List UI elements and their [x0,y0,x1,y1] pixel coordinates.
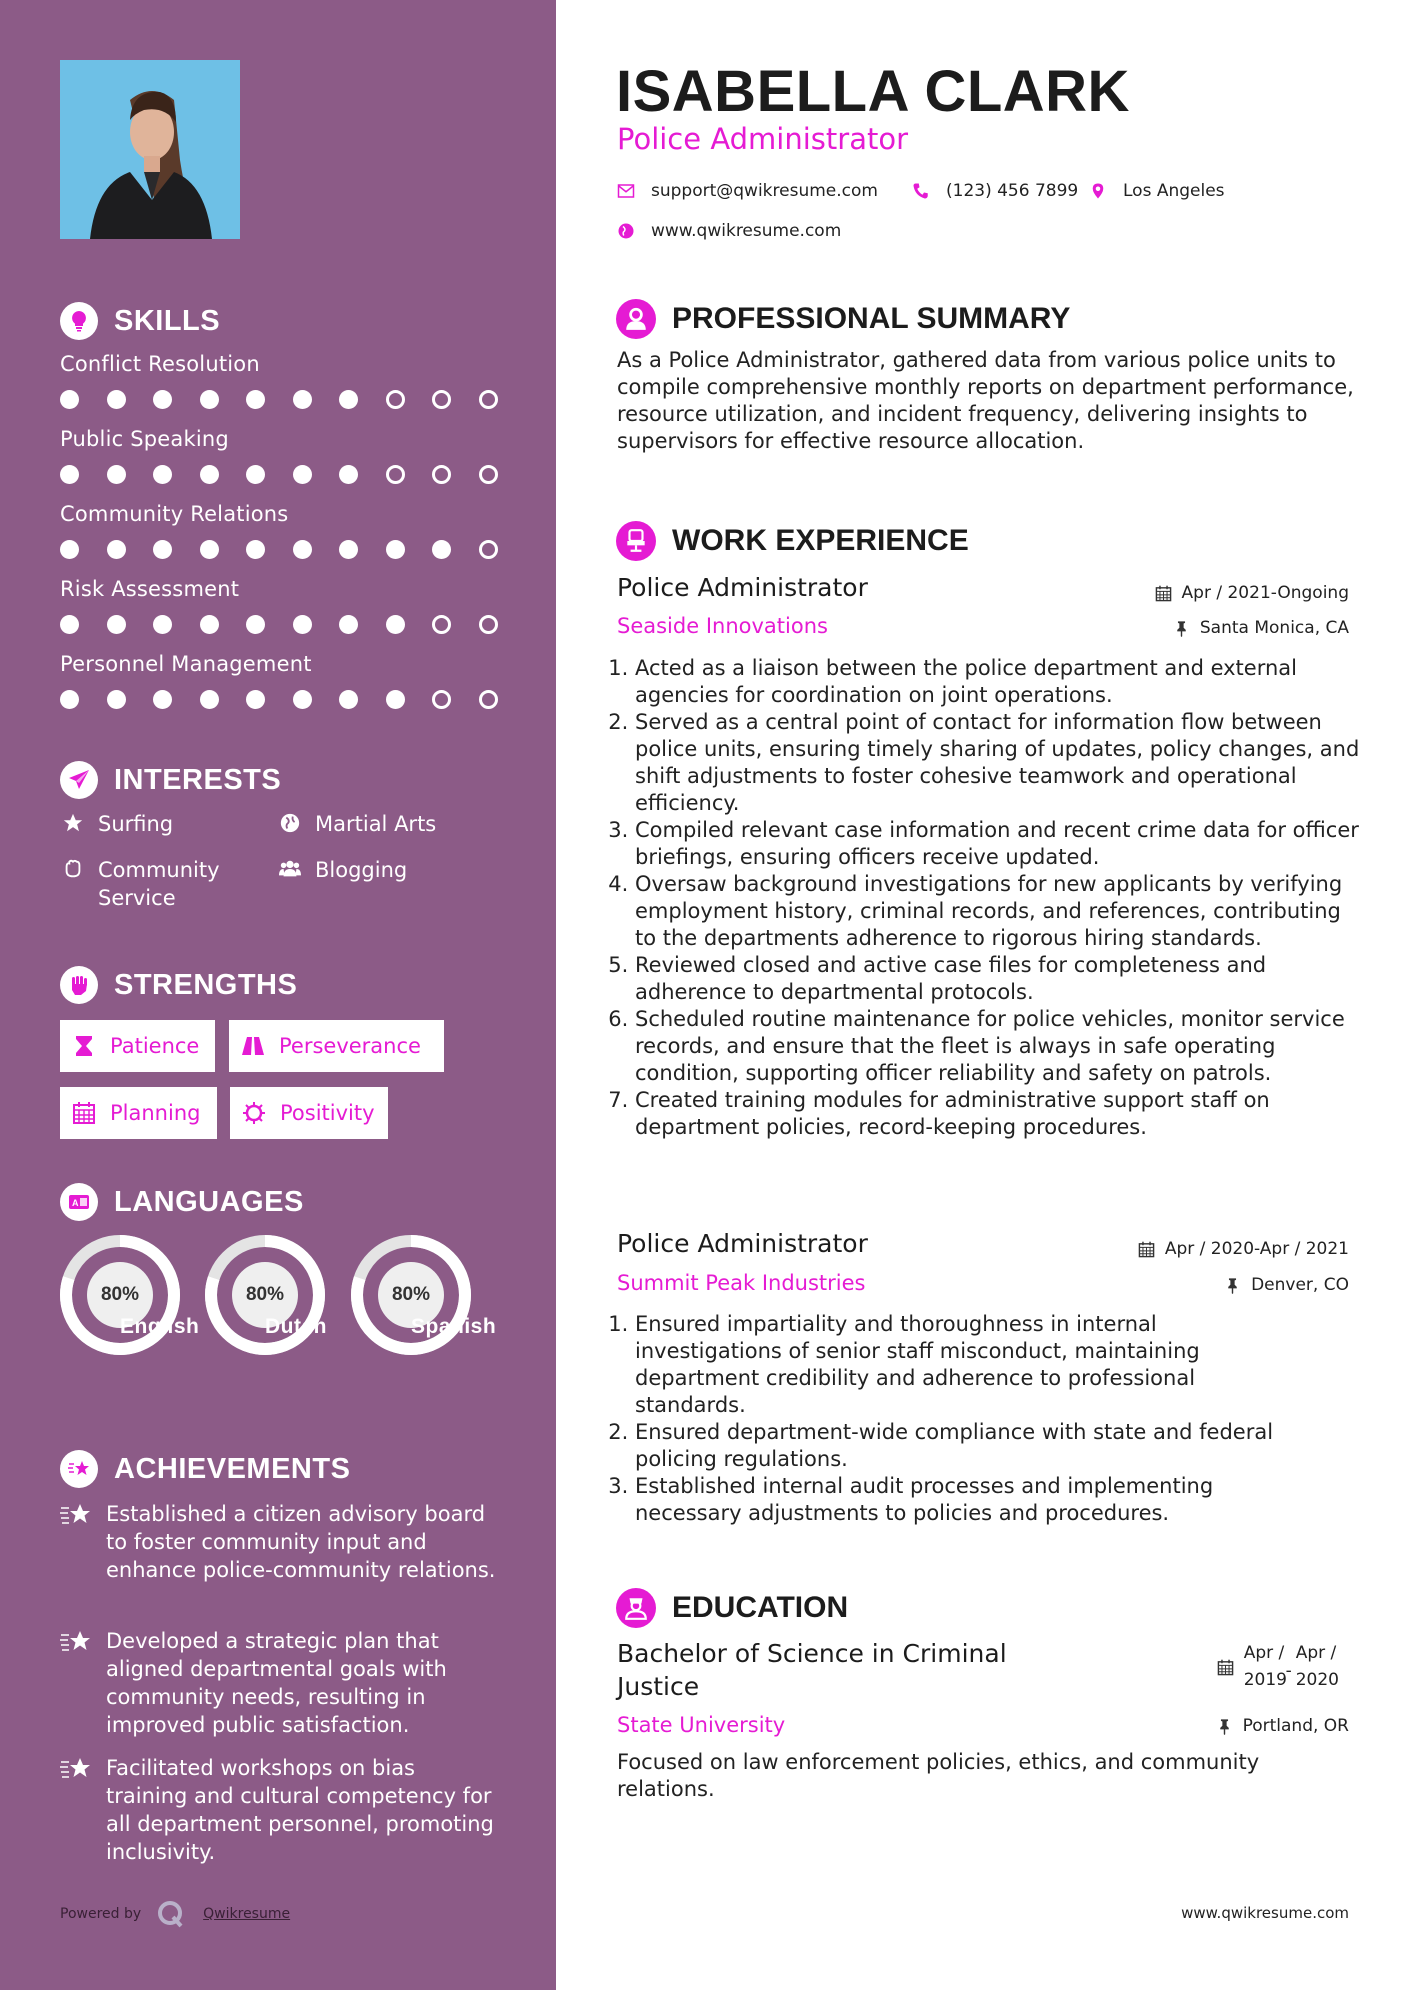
rating-dot-filled [293,540,312,559]
rating-dot-filled [60,465,79,484]
job-location [1224,1275,1349,1295]
shooting-star-icon [60,1502,94,1584]
rating-dot-filled [339,390,358,409]
rating-dot-filled [339,540,358,559]
contact-website[interactable] [617,221,841,241]
job-bullet: 2. Ensured department-wide compliance with state and federal policing regulations. [635,1419,1307,1473]
skill-rating [60,690,500,709]
rating-dot-empty [479,390,498,409]
language-percent: 80% [245,1284,285,1305]
job-bullet: 2. Served as a central point of contact for information flow between police units, ensuring timely sharing of updates, policy changes, and shift adjustments to foster cohesive teamwork and operational efficiency. [635,709,1362,817]
rating-dot-filled [339,465,358,484]
interests-title: INTERESTS [114,763,282,796]
rating-dot-filled [107,390,126,409]
rating-dot-filled [60,690,79,709]
language-name: Dutch [265,1315,327,1338]
achievement-text: Developed a strategic plan that aligned departmental goals with community needs, resulting in improved public satisfaction. [106,1629,447,1737]
job-bullet: 1. Acted as a liaison between the police department and external agencies for coordination on joint operations. [635,655,1362,709]
languages-title: LANGUAGES [114,1185,304,1218]
interest-label: Blogging [315,858,408,882]
job-location-text: Santa Monica, CA [1199,618,1349,638]
rating-dot-filled [386,540,405,559]
skill-label: Community Relations [60,502,289,526]
school-name: State University [617,1713,786,1737]
language-item [351,1235,497,1355]
users-icon [277,856,303,882]
rating-dot-filled [200,690,219,709]
rating-dot-filled [200,540,219,559]
education-end-year: 2020 [1295,1670,1339,1690]
qwikresume-link[interactable]: Qwikresume [203,1906,291,1922]
education-location [1216,1716,1349,1736]
contact-email[interactable] [617,181,878,201]
date-separator: - [1285,1661,1292,1681]
pushpin-icon [1216,1718,1233,1735]
interest-label: Surfing [98,812,174,836]
job-bullet: 3. Compiled relevant case information and recent crime data for officer briefings, ensuring officers receive updated. [635,817,1362,871]
rating-dot-filled [60,540,79,559]
hand-icon [60,856,86,882]
globe-icon [617,222,635,240]
hourglass-icon [72,1034,96,1058]
contact-phone[interactable] [912,181,1078,201]
summary-text: As a Police Administrator, gathered data from various police units to compile comprehensive monthly reports on department performance, resource utilization, and incident frequency, delivering insights to supervisors for effective resource allocation. [617,348,1354,453]
education-title: EDUCATION [672,1591,849,1624]
rating-dot-filled [293,465,312,484]
strength-chip [60,1087,217,1139]
job-bullets [617,1311,1307,1527]
powered-by [60,1900,290,1928]
interest-item [60,856,260,912]
pushpin-icon [1224,1277,1241,1294]
skill-rating [60,465,500,484]
achievement-item [60,1754,500,1866]
strength-chip [229,1020,444,1072]
skills-heading [60,302,220,340]
user-icon [616,299,656,339]
achievement-text: Established a citizen advisory board to foster community input and enhance police-community relations. [106,1502,496,1582]
experience-title: WORK EXPERIENCE [672,524,969,557]
job-location [1173,618,1349,638]
rating-dot-filled [153,540,172,559]
achievements-title: ACHIEVEMENTS [114,1452,351,1485]
rating-dot-filled [107,615,126,634]
calendar-icon [1138,1241,1155,1258]
rating-dot-empty [432,690,451,709]
education-location-text: Portland, OR [1242,1716,1349,1736]
skill-label: Conflict Resolution [60,352,260,376]
rating-dot-filled [107,540,126,559]
envelope-icon [617,182,635,200]
rating-dot-filled [246,465,265,484]
rating-dot-filled [246,540,265,559]
job-bullet: 7. Created training modules for administrative support staff on department policies, record-keeping procedures. [635,1087,1362,1141]
job-company: Seaside Innovations [617,614,828,638]
skill-label: Public Speaking [60,427,229,451]
shooting-star-icon [60,1450,98,1488]
rating-dot-filled [246,390,265,409]
job-bullets [617,655,1362,1141]
road-icon [241,1034,265,1058]
rating-dot-empty [479,465,498,484]
education-start-month: Apr / [1243,1643,1285,1663]
education-end-month: Apr / [1295,1643,1337,1663]
rating-dot-filled [60,390,79,409]
degree-title: Bachelor of Science in Criminal Justice [617,1639,1007,1701]
rating-dot-filled [339,615,358,634]
skill-rating [60,615,500,634]
contact-location [1089,181,1225,201]
rating-dot-filled [107,690,126,709]
job-dates [1138,1239,1349,1259]
achievement-item [60,1627,500,1739]
rating-dot-filled [293,690,312,709]
education-heading [616,1588,848,1628]
map-pin-icon [1089,182,1107,200]
language-item [60,1235,200,1355]
person-photo-icon [60,60,240,239]
interest-item [277,856,407,884]
rating-dot-filled [293,615,312,634]
sun-icon [242,1101,266,1125]
job-bullet: 6. Scheduled routine maintenance for police vehicles, monitor service records, and ensure that the fleet is always in safe operating condition, supporting officer reliability and safety on patrols. [635,1006,1362,1087]
education-start [1244,1640,1287,1694]
rating-dot-filled [386,615,405,634]
svg-text:A: A [72,1198,79,1208]
skill-rating [60,540,500,559]
job-bullet: 3. Established internal audit processes and implementing necessary adjustments to policies and procedures. [635,1473,1307,1527]
skill-item [60,427,500,484]
language-name: English [120,1315,200,1338]
rating-dot-empty [386,390,405,409]
languages-heading [60,1183,304,1221]
calendar-icon [1217,1659,1234,1676]
interests-heading [60,761,281,799]
strength-chip [230,1087,388,1139]
achievements-heading [60,1450,350,1488]
job-dates-text: Apr / 2021-Ongoing [1181,583,1349,603]
rating-dot-filled [246,615,265,634]
education-end-date [1286,1640,1339,1694]
rating-dot-filled [200,390,219,409]
shooting-star-icon [60,1756,94,1866]
language-percent: 80% [100,1284,140,1305]
globe-icon [277,810,303,836]
job-bullet: 4. Oversaw background investigations for new applicants by verifying employment history, criminal records, and references, contributing to the departments adherence to rigorous hiring standards. [635,871,1362,952]
job-bullet: 5. Reviewed closed and active case files for completeness and adherence to departmental protocols. [635,952,1362,1006]
skill-label: Personnel Management [60,652,312,676]
rating-dot-empty [479,540,498,559]
skills-title: SKILLS [114,304,221,337]
email-text: support@qwikresume.com [651,181,878,201]
rating-dot-filled [153,690,172,709]
experience-heading [616,521,969,561]
rating-dot-filled [107,465,126,484]
rating-dot-empty [432,465,451,484]
strengths-heading [60,966,297,1004]
sidebar [0,0,556,1990]
job-title: Police Administrator [617,573,868,602]
rating-dot-filled [432,540,451,559]
skill-item [60,502,500,559]
graduate-icon [616,1588,656,1628]
achievement-text: Facilitated workshops on bias training and cultural competency for all department personnel, promoting inclusivity. [106,1756,494,1864]
job-dates [1155,583,1349,603]
phone-text: (123) 456 7899 [946,181,1079,201]
rating-dot-filled [339,690,358,709]
candidate-name: ISABELLA CLARK [616,59,1130,124]
location-text: Los Angeles [1123,181,1225,201]
office-chair-icon [616,521,656,561]
main-content [556,0,1407,1990]
education-end [1296,1640,1339,1694]
interest-label: Martial Arts [315,812,437,836]
education-description: Focused on law enforcement policies, ethics, and community relations. [617,1750,1260,1801]
rating-dot-empty [479,615,498,634]
skill-item [60,352,500,409]
achievement-item [60,1500,500,1584]
rating-dot-empty [479,690,498,709]
language-name: Spanish [411,1315,497,1338]
strength-label: Perseverance [279,1034,421,1058]
skill-rating [60,390,500,409]
qwikresume-logo-icon [157,1900,185,1928]
translate-icon [60,1183,98,1221]
language-item [205,1235,325,1355]
language-percent: 80% [391,1284,431,1305]
website-text: www.qwikresume.com [651,221,842,241]
calendar-icon [72,1101,96,1125]
rating-dot-filled [386,690,405,709]
profile-photo [60,60,240,239]
rating-dot-empty [386,465,405,484]
skill-item [60,652,500,709]
summary-heading [616,299,1070,339]
strength-label: Positivity [280,1101,375,1125]
skill-item [60,577,500,634]
rating-dot-filled [153,615,172,634]
footer-url[interactable]: www.qwikresume.com [1181,1904,1349,1922]
education-start-date [1217,1640,1287,1694]
shooting-star-icon [60,1629,94,1739]
job-bullet: 1. Ensured impartiality and thoroughness in internal investigations of senior staff misconduct, maintaining department credibility and adherence to professional standards. [635,1311,1307,1419]
job-dates-text: Apr / 2020-Apr / 2021 [1164,1239,1349,1259]
strength-label: Planning [110,1101,201,1125]
candidate-role: Police Administrator [617,122,909,156]
interest-label: Community Service [98,858,220,910]
rating-dot-filled [293,390,312,409]
job-location-text: Denver, CO [1251,1275,1349,1295]
powered-by-label: Powered by [60,1906,142,1922]
job-company: Summit Peak Industries [617,1271,866,1295]
skill-label: Risk Assessment [60,577,240,601]
rating-dot-filled [153,390,172,409]
pushpin-icon [1173,620,1190,637]
interest-item [60,810,173,838]
phone-icon [912,182,930,200]
summary-title: PROFESSIONAL SUMMARY [672,302,1071,335]
rating-dot-filled [60,615,79,634]
strengths-title: STRENGTHS [114,968,298,1001]
rating-dot-filled [153,465,172,484]
lightbulb-icon [60,302,98,340]
rating-dot-empty [432,615,451,634]
strength-label: Patience [110,1034,200,1058]
interest-item [277,810,436,838]
star-icon [60,810,86,836]
calendar-icon [1155,585,1172,602]
rating-dot-filled [200,615,219,634]
paper-plane-icon [60,761,98,799]
education-start-year: 2019 [1243,1670,1287,1690]
job-title: Police Administrator [617,1229,868,1258]
rating-dot-filled [246,690,265,709]
strength-chip [60,1020,215,1072]
fist-icon [60,966,98,1004]
rating-dot-filled [200,465,219,484]
rating-dot-empty [432,390,451,409]
